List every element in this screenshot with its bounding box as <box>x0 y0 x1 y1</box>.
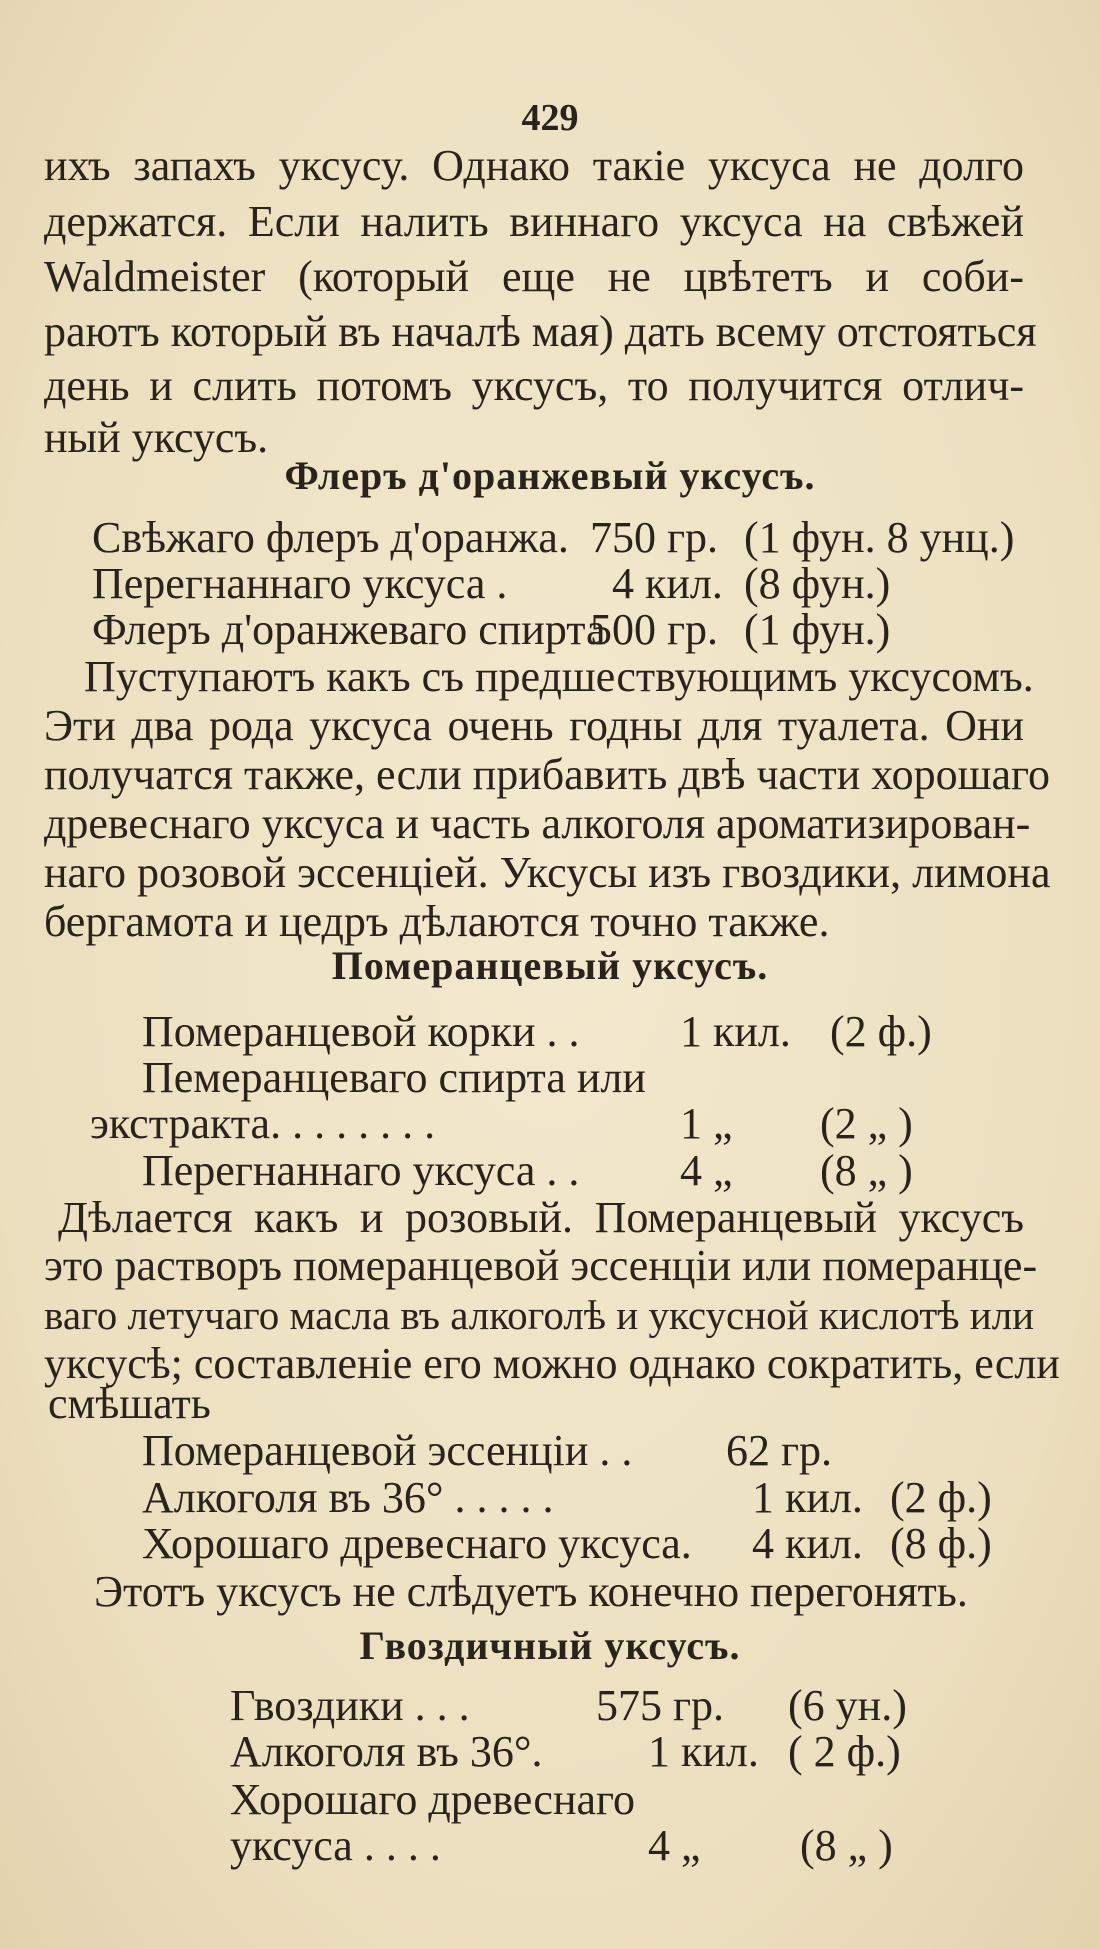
intro-line: ный уксусъ. <box>44 413 269 462</box>
recipe-qty: 4 „ <box>648 1821 701 1870</box>
section-title: Померанцевый уксусъ. <box>331 943 769 988</box>
recipe-name: Флеръ д'оранжеваго спирта <box>92 605 606 654</box>
recipe-name: Гвоздики . . . <box>230 1681 470 1730</box>
recipe-alt: (2 ф.) <box>890 1473 992 1522</box>
recipe-name: Алкоголя въ 36°. <box>230 1727 543 1776</box>
recipe-alt: (1 фун. 8 унц.) <box>744 513 1015 562</box>
recipe-name: Померанцевой эссенціи . . <box>142 1426 633 1475</box>
text-line: Пуступаютъ какъ съ предшествующимъ уксусомъ. <box>84 652 1034 701</box>
text-line: Эти два рода уксуса очень годны для туалета. Они <box>44 701 1024 750</box>
recipe-alt: (1 фун.) <box>744 605 891 654</box>
recipe-name: Пемеранцеваго спирта или <box>142 1053 646 1102</box>
recipe-name: уксуса . . . . <box>230 1821 441 1870</box>
recipe-alt: (8 „ ) <box>820 1146 913 1195</box>
recipe-alt: (8 „ ) <box>800 1821 893 1870</box>
intro-line: Waldmeister (который еще не цвѣтетъ и соби- <box>44 252 1024 301</box>
recipe-name: Хорошаго древеснаго <box>230 1775 635 1824</box>
recipe-alt: (2 „ ) <box>820 1099 913 1148</box>
text-line: наго розовой эссенціей. Уксусы изъ гвоздики, лимона <box>44 848 1051 897</box>
recipe-name: Перегнаннаго уксуса . . <box>142 1146 580 1195</box>
recipe-qty: 500 гр. <box>590 605 719 654</box>
section-title: Гвоздичный уксусъ. <box>359 1623 741 1668</box>
recipe-alt: (8 ф.) <box>890 1519 992 1568</box>
section-title: Флеръ д'оранжевый уксусъ. <box>284 453 816 498</box>
text-line: Этотъ уксусъ не слѣдуетъ конечно перегонять. <box>94 1567 968 1616</box>
page-number: 429 <box>521 97 579 139</box>
recipe-qty: 1 кил. <box>752 1473 863 1522</box>
text-line: ваго летучаго масла въ алкоголѣ и уксусной кислотѣ или <box>44 1292 1035 1338</box>
recipe-alt: ( 2 ф.) <box>788 1727 901 1776</box>
text-line: древеснаго уксуса и часть алкоголя ароматизирован- <box>44 799 1031 848</box>
intro-line: ихъ запахъ уксусу. Однако такіе уксуса не долго <box>44 141 1024 190</box>
recipe-qty: 62 гр. <box>726 1426 833 1475</box>
intro-line: держатся. Если налить виннаго уксуса на свѣжей <box>44 197 1024 246</box>
text-line: Дѣлается какъ и розовый. Померанцевый уксусъ <box>58 1193 1024 1242</box>
recipe-qty: 4 кил. <box>752 1519 863 1568</box>
recipe-name: Хорошаго древеснаго уксуса. <box>142 1519 692 1568</box>
text-line: уксусѣ; составленіе его можно однако сократить, если <box>44 1339 1060 1388</box>
text-line: смѣшать <box>48 1379 211 1428</box>
recipe-qty: 575 гр. <box>596 1681 725 1730</box>
recipe-qty: 750 гр. <box>590 513 719 562</box>
recipe-alt: (2 ф.) <box>830 1007 932 1056</box>
recipe-qty: 1 кил. <box>648 1727 759 1776</box>
recipe-qty: 4 „ <box>680 1146 733 1195</box>
text-line: бергамота и цедръ дѣлаются точно также. <box>44 897 830 946</box>
recipe-name: Свѣжаго флеръ д'оранжа. <box>92 513 569 562</box>
recipe-qty: 1 „ <box>680 1099 733 1148</box>
recipe-name: Перегнаннаго уксуса . <box>92 559 508 608</box>
text-line: получатся также, если прибавить двѣ части хорошаго <box>44 750 1050 799</box>
recipe-name: Померанцевой корки . . <box>142 1007 580 1056</box>
recipe-qty: 1 кил. <box>680 1007 791 1056</box>
recipe-name: Алкоголя въ 36° . . . . . <box>142 1473 554 1522</box>
intro-line: день и слить потомъ уксусъ, то получится отлич- <box>44 361 1024 410</box>
text-line: это растворъ померанцевой эссенціи или померанце- <box>44 1241 1038 1290</box>
recipe-name: экстракта. . . . . . . . <box>90 1099 436 1148</box>
intro-line: раютъ который въ началѣ мая) дать всему отстояться <box>44 307 1037 356</box>
recipe-alt: (8 фун.) <box>744 559 891 608</box>
recipe-alt: (6 ун.) <box>788 1681 907 1730</box>
recipe-qty: 4 кил. <box>612 559 723 608</box>
